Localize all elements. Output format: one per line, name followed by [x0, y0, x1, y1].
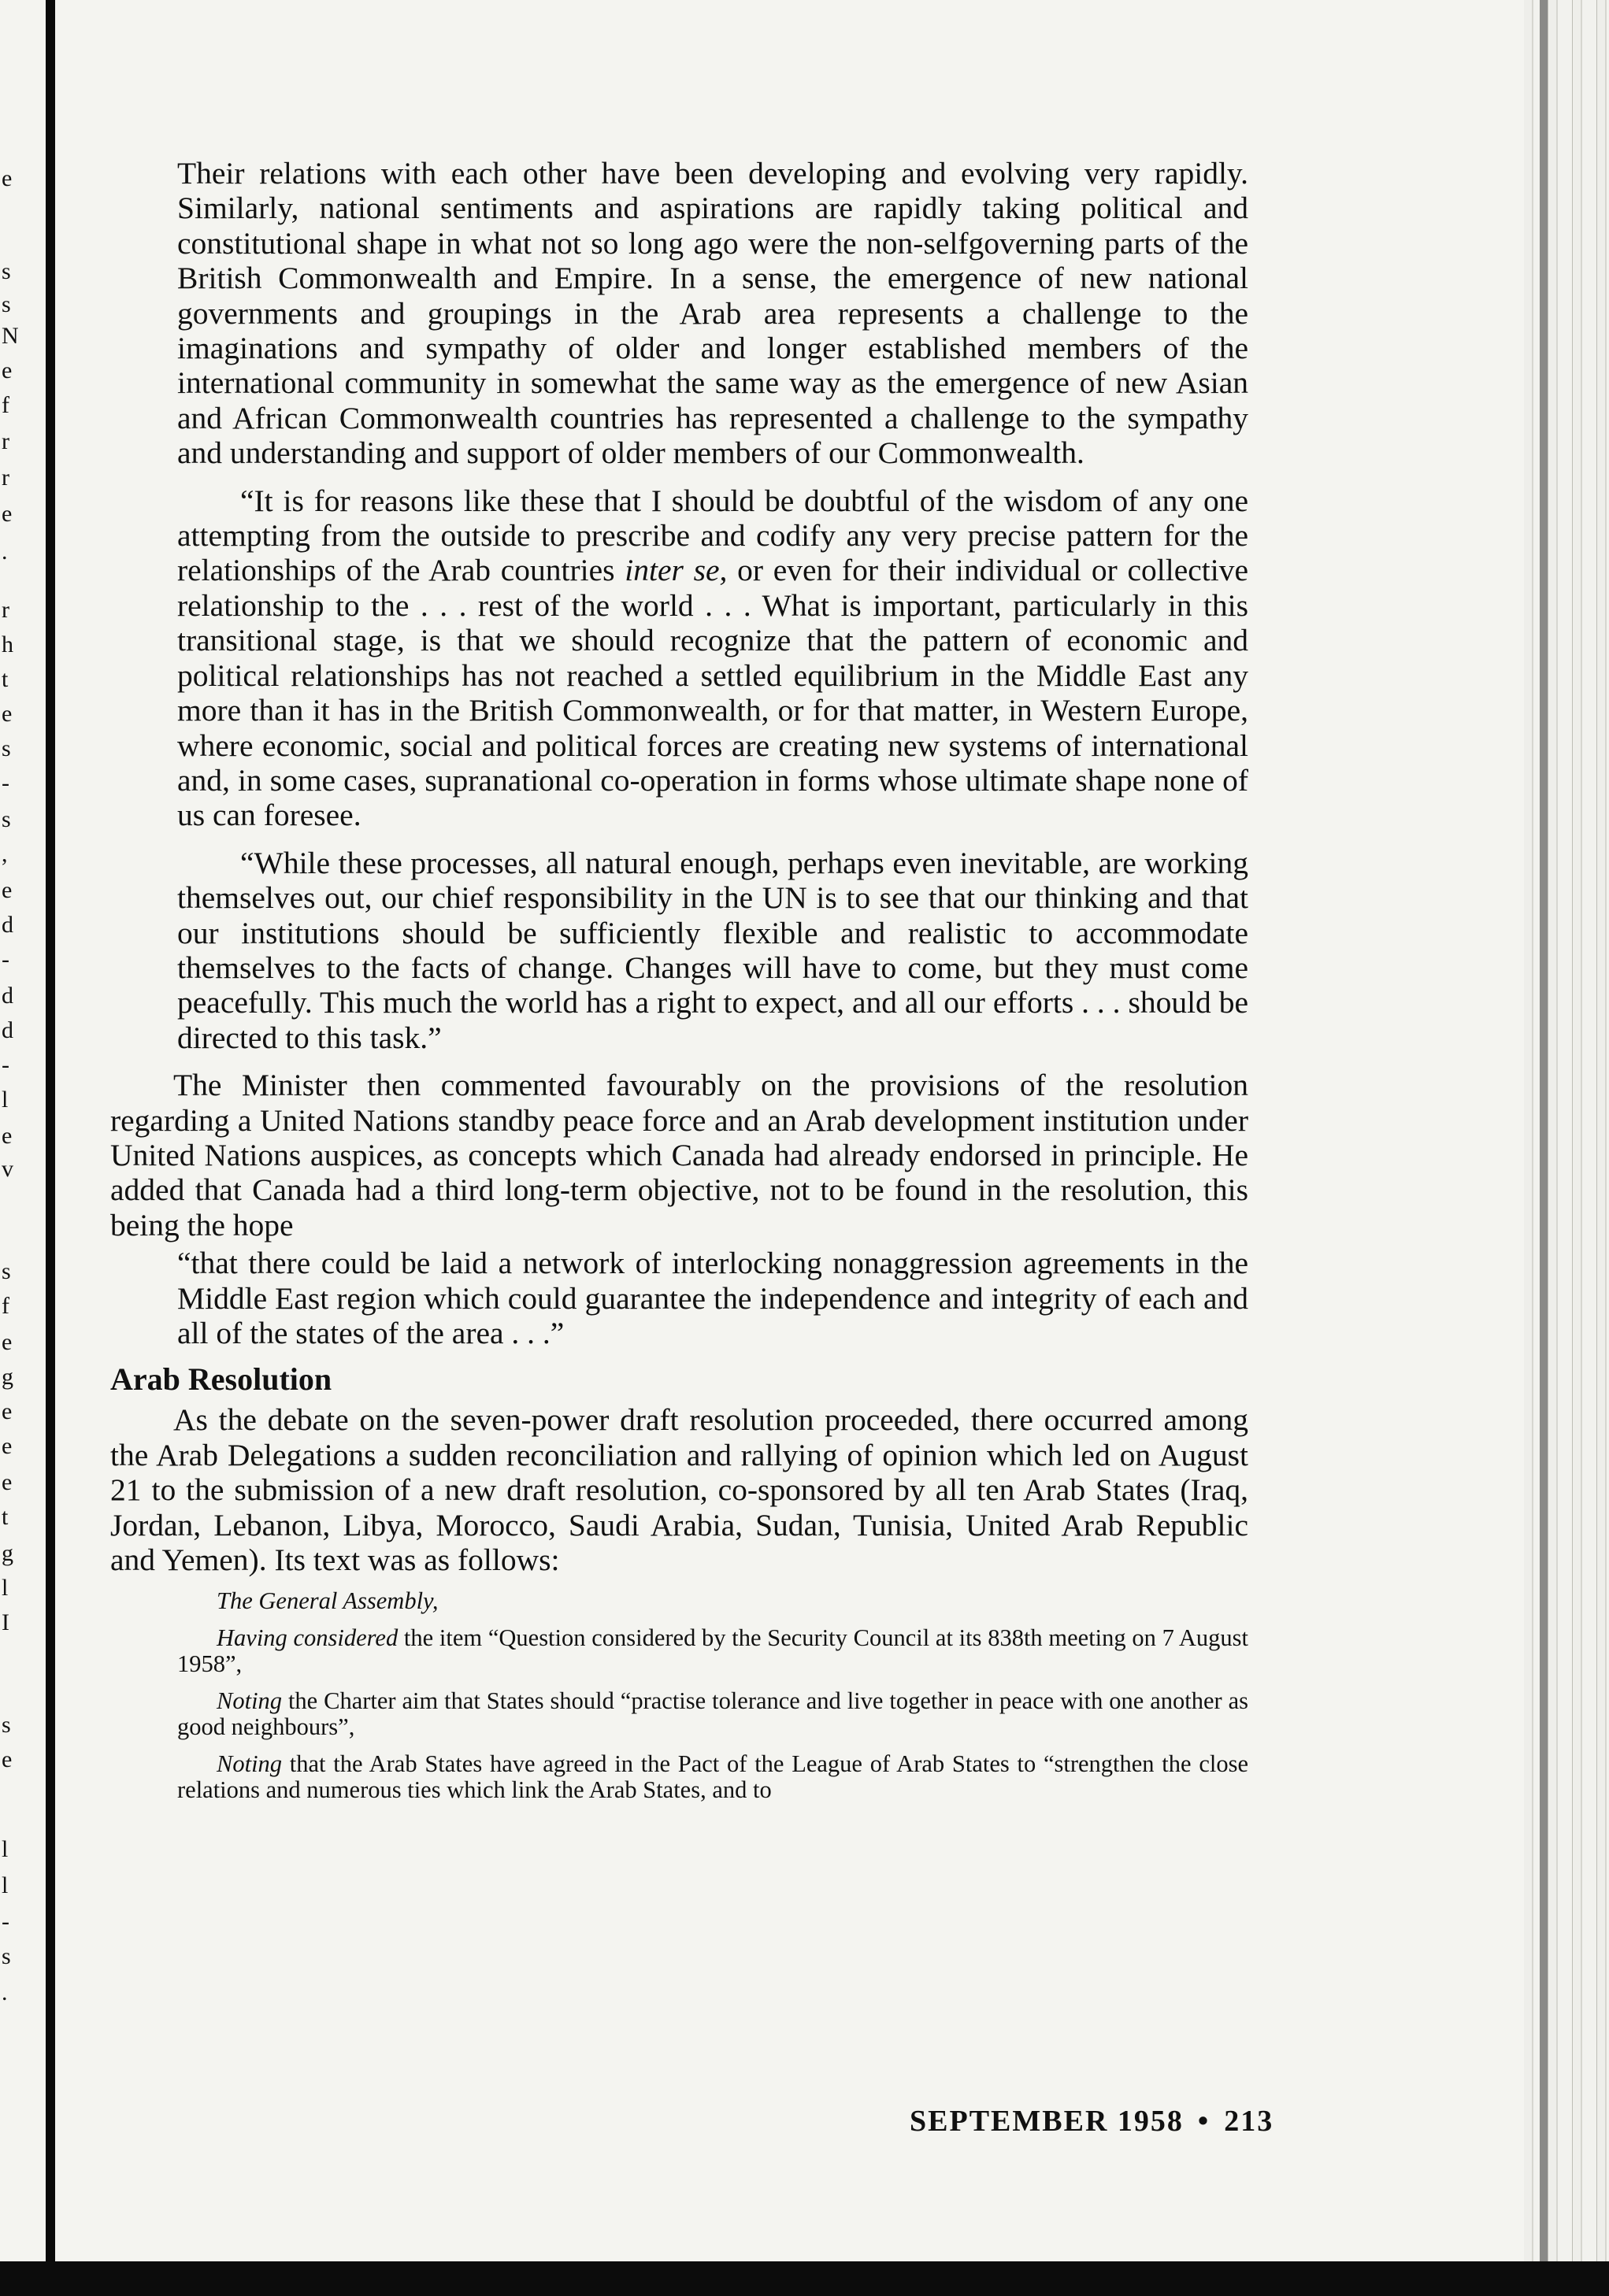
margin-char: - [2, 1909, 9, 1935]
margin-char: s [2, 291, 11, 317]
margin-char: e [2, 1123, 13, 1149]
margin-char: r [2, 428, 9, 454]
quote-paragraph: “While these processes, all natural enough, perhaps even inevitable, are working themselves out, our chief responsibility in the UN is to see that our thinking and that our institutions should be sufficiently flexible and realistic to accommodate themselves to the facts of change. Changes will have to come, but they must come peacefully. This much the world has a right to expect, and all our efforts . . . should be directed to this task.” [177, 845, 1248, 1055]
scan-edge-strip [1540, 0, 1548, 2296]
page-footer [910, 2104, 1273, 2139]
margin-char: I [2, 1609, 9, 1635]
margin-char: s [2, 1712, 11, 1738]
margin-char: N [2, 323, 19, 349]
margin-char: g [2, 1364, 13, 1390]
margin-char: . [2, 539, 8, 565]
page-gutter-shadow [46, 0, 55, 2296]
scan-edge-bottom [0, 2261, 1609, 2296]
margin-char: , [2, 841, 8, 867]
margin-char: d [2, 912, 13, 938]
margin-char: . [2, 1979, 8, 2005]
quote-paragraph: “It is for reasons like these that I should be doubtful of the wisdom of any one attempting from the outside to prescribe and codify any very precise pattern for the relationships of the Arab countries inter se, or even for their individual or collective relationship to the . . . rest of the world . . . What is important, particularly in this transitional stage, is that we should recognize that the pattern of economic and political relationships has not reached a settled equilibrium in the Middle East any more than it has in the British Commonwealth, or for that matter, in Western Europe, where economic, social and political forces are creating new systems of international and, in some cases, supranational co-operation in forms whose ultimate shape none of us can foresee. [177, 483, 1249, 833]
page-number: 213 [1224, 2105, 1274, 2138]
resolution-text [177, 1588, 1248, 1803]
section-heading: Arab Resolution [110, 1361, 332, 1398]
margin-char: l [2, 1575, 9, 1601]
margin-char: d [2, 983, 13, 1009]
footer-bullet: • [1197, 2105, 1210, 2138]
margin-char: e [2, 1329, 13, 1355]
margin-char: e [2, 501, 13, 527]
margin-char: e [2, 1398, 13, 1424]
margin-char: l [2, 1872, 9, 1898]
body-paragraph: As the debate on the seven-power draft resolution proceeded, there occurred among the Arab Delegations a sudden reconciliation and rallying of opinion which led on August 21 to the submission of a new draft resolution, co-sponsored by all ten Arab States (Iraq, Jordan, Lebanon, Libya, Morocco, Saudi Arabia, Sudan, Tunisia, United Arab Republic and Yemen). Its text was as follows: [110, 1402, 1248, 1578]
margin-char: g [2, 1540, 13, 1566]
body-paragraph: The Minister then commented favourably on the provisions of the resolution regarding a United Nations standby peace force and an Arab development institution under United Nations auspices, as concepts which Canada had already endorsed in principle. He added that Canada had a third long-term objective, not to be found in the resolution, this being the hope [110, 1068, 1248, 1242]
footer-date: SEPTEMBER 1958 [910, 2105, 1184, 2138]
margin-char: s [2, 735, 11, 761]
margin-char: l [2, 1087, 9, 1113]
margin-char: f [2, 1293, 9, 1319]
margin-char: - [2, 770, 9, 796]
margin-char: e [2, 1469, 13, 1495]
margin-char: s [2, 1943, 11, 1969]
margin-char: d [2, 1017, 13, 1043]
margin-char: s [2, 806, 11, 832]
margin-char: - [2, 1052, 9, 1078]
resolution-clause: Noting the Charter aim that States should “practise tolerance and live together in peace with one another as good neighbours”, [177, 1687, 1248, 1741]
margin-char: e [2, 1746, 13, 1772]
margin-char: s [2, 258, 11, 284]
resolution-clause: Noting that the Arab States have agreed in the Pact of the League of Arab States to “strengthen the close relations and numerous ties which link the Arab States, and to [177, 1750, 1248, 1804]
margin-char: r [2, 597, 9, 623]
quote-paragraph: “that there could be laid a network of interlocking nonaggression agreements in the Middle East region which could guarantee the independence and integrity of each and all of the states of the area . . .” [177, 1246, 1248, 1350]
margin-char: s [2, 1258, 11, 1284]
margin-char: e [2, 877, 13, 903]
margin-char: r [2, 465, 9, 491]
margin-char: v [2, 1156, 13, 1182]
margin-char: - [2, 946, 9, 972]
margin-char: e [2, 1433, 13, 1459]
margin-char: e [2, 357, 13, 383]
margin-char: t [2, 1504, 9, 1530]
margin-char: h [2, 631, 13, 657]
scan-edge-right [1524, 0, 1609, 2296]
quote-paragraph: Their relations with each other have been developing and evolving very rapidly. Similarly, national sentiments and aspirations are rapidly taking political and constitutional shape in what not so long ago were the non-selfgoverning parts of the British Commonwealth and Empire. In a sense, the emergence of new national governments and groupings in the Arab area represents a challenge to the imaginations and sympathy of older and longer established members of the international community in somewhat the same way as the emergence of new Asian and African Commonwealth countries has represented a challenge to the sympathy and understanding and support of older members of our Commonwealth. [177, 156, 1248, 471]
resolution-clause: Having considered the item “Question considered by the Security Council at its 838th meeting on 7 August 1958”, [177, 1624, 1248, 1678]
margin-char: e [2, 701, 13, 727]
margin-char: f [2, 392, 9, 418]
resolution-opening: The General Assembly, [217, 1587, 439, 1615]
margin-char: l [2, 1836, 9, 1862]
margin-char: t [2, 666, 9, 692]
text-column [110, 156, 1248, 1814]
margin-char: e [2, 165, 13, 191]
